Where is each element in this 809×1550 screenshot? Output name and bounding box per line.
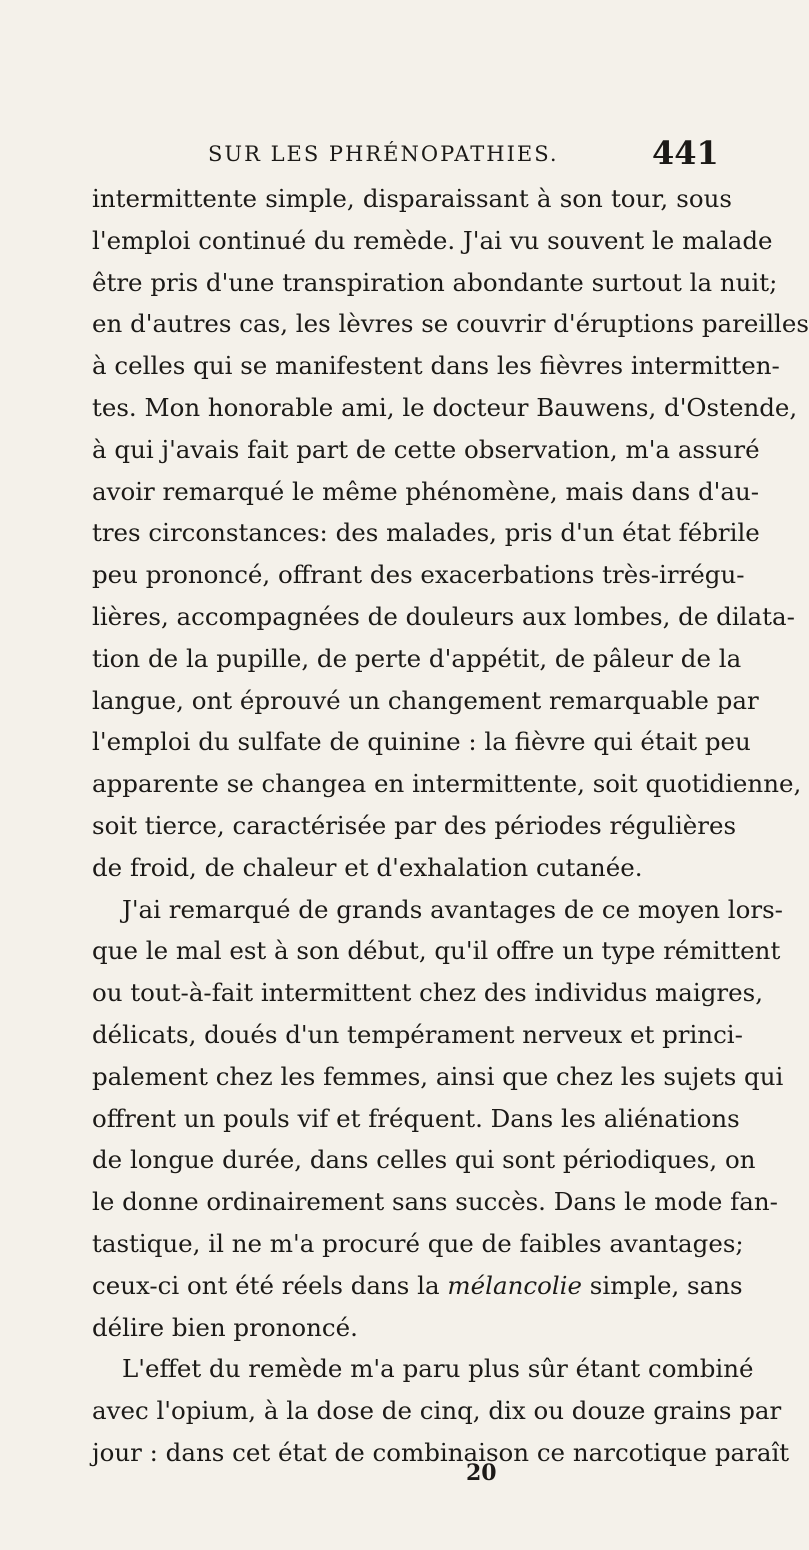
text-line: être pris d'une transpiration abondante surtout la nuit; [92,267,778,297]
running-title: SUR LES PHRÉNOPATHIES. [208,142,559,166]
text-line: jour : dans cet état de combinaison ce narcotique paraît [92,1437,790,1467]
text-line: l'emploi du sulfate de quinine : la fièvre qui était peu [92,727,751,757]
page-number: 441 [652,134,719,172]
text-line: délicats, doués d'un tempérament nerveux et princi- [92,1019,743,1049]
paragraph-start-line: J'ai remarqué de grands avantages de ce moyen lors- [122,894,783,924]
text-line: intermittente simple, disparaissant à son tour, sous [92,184,732,213]
text-line: peu prononcé, offrant des exacerbations très-irrégu- [92,560,745,590]
text-line: tes. Mon honorable ami, le docteur Bauwens, d'Ostende, [92,392,798,422]
text-line: de longue durée, dans celles qui sont périodiques, on [92,1145,756,1175]
text-segment: simple, sans [589,1270,743,1300]
running-head [0,136,800,176]
text-line: à qui j'avais fait part de cette observation, m'a assuré [92,434,760,464]
signature-mark: 20 [466,1460,497,1486]
text-line: ou tout-à-fait intermittent chez des individus maigres, [92,978,763,1008]
paragraph-end-line: délire bien prononcé. [92,1312,358,1342]
text-line: lières, accompagnées de douleurs aux lombes, de dilata- [92,601,795,631]
text-line: le donne ordinairement sans succès. Dans le mode fan- [92,1187,778,1217]
paragraph-end-line: de froid, de chaleur et d'exhalation cutanée. [92,852,643,882]
text-segment: ceux-ci ont été réels dans la [92,1270,440,1300]
text-line: avoir remarqué le même phénomène, mais dans d'au- [92,476,760,506]
text-line-with-italic [92,1265,743,1307]
text-line: soit tierce, caractérisée par des périodes régulières [92,810,737,840]
text-line: apparente se changea en intermittente, soit quotidienne, [92,769,802,799]
text-line: offrent un pouls vif et fréquent. Dans les aliénations [92,1103,740,1133]
body-text [92,178,809,1474]
text-line: à celles qui se manifestent dans les fièvres intermitten- [92,351,780,381]
text-line: que le mal est à son début, qu'il offre un type rémittent [92,936,781,966]
text-line: l'emploi continué du remède. J'ai vu souvent le malade [92,225,773,255]
text-line: en d'autres cas, les lèvres se couvrir d'éruptions pareilles [92,309,809,339]
paragraph-start-line: L'effet du remède m'a paru plus sûr étant combiné [122,1354,754,1384]
italic-term: mélancolie [447,1270,582,1300]
text-line: avec l'opium, à la dose de cinq, dix ou douze grains par [92,1396,782,1426]
text-line: palement chez les femmes, ainsi que chez les sujets qui [92,1061,784,1091]
text-line: tres circonstances: des malades, pris d'un état fébrile [92,518,760,548]
text-line: tastique, il ne m'a procuré que de faibles avantages; [92,1228,744,1258]
text-line: tion de la pupille, de perte d'appétit, de pâleur de la [92,643,742,673]
text-line: langue, ont éprouvé un changement remarquable par [92,685,759,715]
